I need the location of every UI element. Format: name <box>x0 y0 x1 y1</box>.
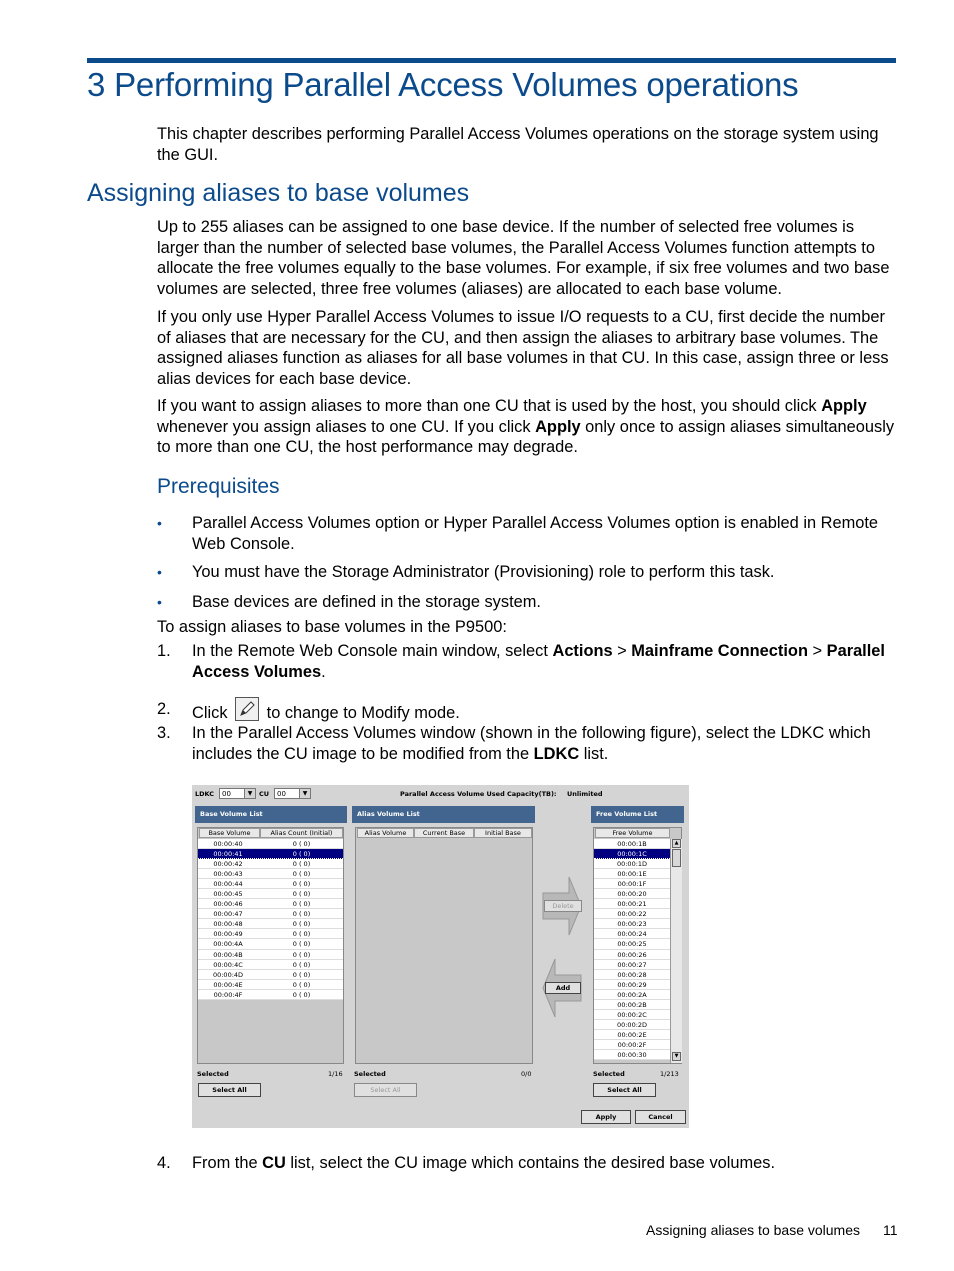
alias-selected-label: Selected <box>354 1070 386 1078</box>
table-row[interactable] <box>594 990 670 1000</box>
base-volume-cell: 00:00:4D <box>212 970 244 979</box>
alias-count-cell: 0 ( 0) <box>292 940 311 949</box>
paragraph-1: Up to 255 aliases can be assigned to one base device. If the number of selected free volumes is larger than the number of selected base volumes, the Parallel Access Volumes function attempts to allocate the free volumes equally to the base volumes. For example, if six free volumes and two base volumes are selected, three free volumes (aliases) are allocated to each base volume. <box>157 218 890 298</box>
free-volume-cell: 00:00:2F <box>617 1040 647 1049</box>
paragraph-3: If you want to assign aliases to more than one CU that is used by the host, you should click Apply whenever you assign aliases to one CU. If you click Apply only once to assign aliases simultaneously to more than one CU, the host performance may degrade. <box>157 397 895 457</box>
table-row[interactable] <box>594 859 670 869</box>
free-volume-cell: 00:00:1D <box>616 860 648 869</box>
alias-count-cell: 0 ( 0) <box>292 890 311 899</box>
add-button[interactable]: Add <box>545 982 581 994</box>
table-row[interactable] <box>594 980 670 990</box>
table-row[interactable] <box>594 899 670 909</box>
alias-count-cell: 0 ( 0) <box>292 840 311 848</box>
table-row[interactable] <box>198 839 343 849</box>
free-selected-count: 1/213 <box>660 1070 679 1078</box>
free-volume-cell: 00:00:26 <box>617 950 647 959</box>
alias-count-cell: 0 ( 0) <box>292 880 311 889</box>
chapter-intro: This chapter describes performing Parallel Access Volumes operations on the storage system using the GUI. <box>157 125 879 164</box>
free-volume-cell: 00:00:1B <box>617 840 647 848</box>
alias-count-cell: 0 ( 0) <box>292 920 311 929</box>
table-row[interactable] <box>594 929 670 939</box>
free-volume-cell: 00:00:28 <box>617 970 647 979</box>
base-volume-list[interactable] <box>197 827 344 1064</box>
table-row[interactable] <box>594 839 670 849</box>
chapter-rule <box>87 58 896 63</box>
base-selected-count: 1/16 <box>328 1070 343 1078</box>
alias-count-cell: 0 ( 0) <box>292 950 311 959</box>
base-volume-cell: 00:00:41 <box>213 850 243 859</box>
alias-volume-panel-header: Alias Volume List <box>352 806 535 823</box>
base-volume-cell: 00:00:44 <box>213 880 243 889</box>
table-row[interactable] <box>198 919 343 929</box>
column-header[interactable]: Alias Volume <box>357 828 414 838</box>
table-row[interactable] <box>198 980 343 990</box>
free-volume-cell: 00:00:2E <box>617 1030 647 1039</box>
table-row[interactable] <box>594 909 670 919</box>
table-row[interactable] <box>198 929 343 939</box>
free-volume-cell: 00:00:2B <box>617 1000 647 1009</box>
table-row[interactable] <box>198 869 343 879</box>
table-row[interactable] <box>594 869 670 879</box>
table-row[interactable] <box>594 950 670 960</box>
scroll-up-icon: ▲ <box>672 839 681 848</box>
free-volume-cell: 00:00:2D <box>616 1020 648 1029</box>
add-arrow-button[interactable] <box>541 957 583 1019</box>
table-row[interactable] <box>198 990 343 1000</box>
free-select-all-button[interactable]: Select All <box>593 1083 656 1097</box>
cancel-button[interactable]: Cancel <box>635 1110 686 1124</box>
free-volume-cell: 00:00:21 <box>617 900 647 909</box>
table-row[interactable] <box>594 1010 670 1020</box>
base-volume-panel-header: Base Volume List <box>195 806 347 823</box>
table-row[interactable] <box>198 939 343 949</box>
prerequisites-title: Prerequisites <box>157 475 280 498</box>
base-volume-cell: 00:00:45 <box>213 890 243 899</box>
delete-button[interactable]: Delete <box>544 900 582 912</box>
free-selected-label: Selected <box>593 1070 625 1078</box>
alias-volume-list[interactable] <box>355 827 533 1064</box>
free-volume-cell: 00:00:24 <box>617 930 647 939</box>
table-row[interactable] <box>198 899 343 909</box>
base-volume-cell: 00:00:46 <box>213 900 243 909</box>
page-number: 11 <box>883 1222 898 1238</box>
scroll-down-icon: ▼ <box>672 1052 681 1061</box>
base-select-all-button[interactable]: Select All <box>198 1083 261 1097</box>
alias-count-cell: 0 ( 0) <box>292 960 311 969</box>
table-row[interactable] <box>594 939 670 949</box>
paragraph-2: If you only use Hyper Parallel Access Volumes to issue I/O requests to a CU, first decide the number of aliases that are necessary for the CU, and then assign the aliases to arbitrary base volumes. The assigned aliases function as aliases for all base volumes in that CU. In this case, assign three or less alias devices for each base device. <box>157 308 889 388</box>
base-volume-cell: 00:00:47 <box>213 910 243 919</box>
alias-count-cell: 0 ( 0) <box>292 990 311 999</box>
base-volume-cell: 00:00:4E <box>213 980 243 989</box>
table-row[interactable] <box>198 889 343 899</box>
free-volume-cell: 00:00:22 <box>617 910 647 919</box>
column-header[interactable]: Alias Count (Initial) <box>260 828 343 838</box>
ldkc-label: LDKC <box>195 790 215 798</box>
table-row[interactable] <box>594 889 670 899</box>
chevron-down-icon: ▼ <box>244 789 255 798</box>
table-row[interactable] <box>198 950 343 960</box>
capacity-value: Unlimited <box>567 790 603 798</box>
base-volume-cell: 00:00:4C <box>213 960 243 969</box>
base-volume-cell: 00:00:49 <box>213 930 243 939</box>
alias-count-cell: 0 ( 0) <box>292 870 311 879</box>
table-row[interactable] <box>198 909 343 919</box>
table-row[interactable] <box>594 1000 670 1010</box>
table-row[interactable] <box>198 970 343 980</box>
modify-mode-icon <box>235 697 259 721</box>
capacity-label: Parallel Access Volume Used Capacity(TB): <box>400 790 557 798</box>
alias-selected-count: 0/0 <box>521 1070 532 1078</box>
alias-count-cell: 0 ( 0) <box>292 850 311 859</box>
table-row[interactable] <box>594 919 670 929</box>
scroll-thumb <box>672 849 681 867</box>
free-volume-cell: 00:00:1F <box>617 880 647 889</box>
pav-window-screenshot <box>192 785 689 1128</box>
footer-running-title: Assigning aliases to base volumes <box>646 1222 861 1238</box>
cu-select[interactable]: 00 ▼ <box>274 788 311 799</box>
free-volume-cell: 00:00:2C <box>617 1010 647 1019</box>
free-volume-cell: 00:00:29 <box>617 980 647 989</box>
free-volume-cell: 00:00:20 <box>617 890 647 899</box>
base-volume-cell: 00:00:4B <box>213 950 243 959</box>
table-row[interactable] <box>198 879 343 889</box>
base-volume-cell: 00:00:43 <box>213 870 243 879</box>
table-row[interactable] <box>198 859 343 869</box>
base-volume-cell: 00:00:42 <box>213 860 243 869</box>
chevron-down-icon: ▼ <box>299 789 310 798</box>
bullet-icon: • <box>157 564 162 580</box>
table-row[interactable] <box>594 960 670 970</box>
alias-select-all-button[interactable]: Select All <box>354 1083 417 1097</box>
base-volume-cell: 00:00:4F <box>213 990 243 999</box>
column-header[interactable]: Base Volume <box>199 828 260 838</box>
alias-count-cell: 0 ( 0) <box>292 970 311 979</box>
column-header[interactable]: Initial Base <box>474 828 532 838</box>
column-header[interactable]: Free Volume <box>595 828 670 838</box>
table-row[interactable] <box>198 849 343 859</box>
free-volume-cell: 00:00:1C <box>617 850 647 859</box>
table-row[interactable] <box>594 1040 670 1050</box>
table-row[interactable] <box>594 1050 670 1060</box>
cu-label: CU <box>259 790 270 798</box>
free-volume-cell: 00:00:2A <box>617 990 647 999</box>
column-header[interactable]: Current Base <box>414 828 474 838</box>
free-volume-cell: 00:00:1E <box>617 870 647 879</box>
base-volume-cell: 00:00:48 <box>213 920 243 929</box>
free-volume-cell: 00:00:30 <box>617 1050 647 1059</box>
table-row[interactable] <box>594 1020 670 1030</box>
apply-button[interactable]: Apply <box>581 1110 631 1124</box>
ldkc-select[interactable]: 00 ▼ <box>219 788 256 799</box>
bullet-icon: • <box>157 594 162 610</box>
procedure-lead: To assign aliases to base volumes in the P9500: <box>157 618 507 636</box>
free-volume-cell: 00:00:27 <box>617 960 647 969</box>
free-volume-cell: 00:00:23 <box>617 920 647 929</box>
free-list-scrollbar[interactable] <box>670 839 682 1063</box>
table-row[interactable] <box>594 1030 670 1040</box>
alias-count-cell: 0 ( 0) <box>292 910 311 919</box>
table-row[interactable] <box>594 849 670 859</box>
free-volume-cell: 00:00:25 <box>617 940 647 949</box>
delete-arrow-button[interactable] <box>541 875 583 937</box>
free-volume-list[interactable] <box>593 827 682 1064</box>
base-volume-cell: 00:00:4A <box>213 940 243 949</box>
chapter-title: 3 Performing Parallel Access Volumes operations <box>87 66 799 103</box>
free-volume-panel-header: Free Volume List <box>591 806 684 823</box>
alias-count-cell: 0 ( 0) <box>292 860 311 869</box>
alias-count-cell: 0 ( 0) <box>292 900 311 909</box>
table-row[interactable] <box>594 879 670 889</box>
section-title: Assigning aliases to base volumes <box>87 179 470 207</box>
table-row[interactable] <box>198 960 343 970</box>
alias-count-cell: 0 ( 0) <box>292 980 311 989</box>
alias-count-cell: 0 ( 0) <box>292 930 311 939</box>
base-selected-label: Selected <box>197 1070 229 1078</box>
table-row[interactable] <box>594 970 670 980</box>
bullet-icon: • <box>157 515 162 531</box>
base-volume-cell: 00:00:40 <box>213 840 243 848</box>
